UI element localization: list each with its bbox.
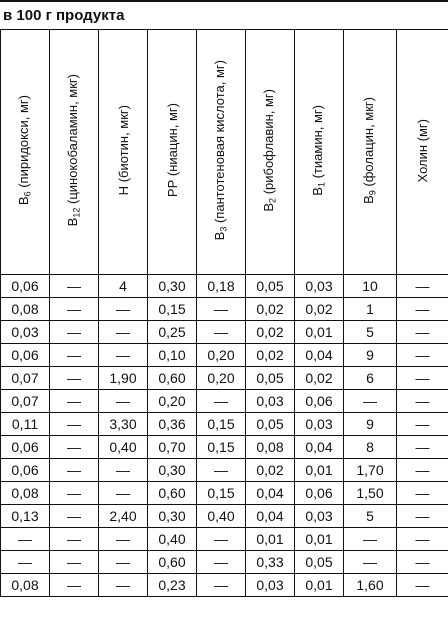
table-cell: — [397, 321, 448, 344]
table-cell: 0,01 [295, 528, 344, 551]
column-header-sub: 6 [22, 191, 33, 197]
column-header-main: B [212, 231, 228, 241]
table-cell: — [397, 275, 448, 298]
table-row [1, 436, 448, 459]
table-cell: 0,06 [295, 390, 344, 413]
table-cell: 0,05 [246, 413, 295, 436]
table-cell: 0,10 [148, 344, 197, 367]
table-cell: — [197, 551, 246, 574]
column-header-unit: (фолацин, мкг) [361, 97, 377, 191]
table-cell: 0,03 [295, 413, 344, 436]
column-header [246, 30, 295, 275]
table-cell: 0,70 [148, 436, 197, 459]
table-row [1, 551, 448, 574]
table-cell: — [99, 551, 148, 574]
table-cell: — [50, 298, 99, 321]
table-cell: 0,06 [1, 459, 50, 482]
column-header-main: B [16, 196, 32, 206]
table-cell: 8 [344, 436, 397, 459]
table-cell: 0,05 [246, 367, 295, 390]
table-cell: — [99, 528, 148, 551]
table-cell: 0,36 [148, 413, 197, 436]
column-header-unit: (пиридокси, мг) [16, 95, 32, 192]
column-header [344, 30, 397, 275]
header-row [1, 30, 448, 275]
table-cell: 0,11 [1, 413, 50, 436]
table-cell: — [197, 574, 246, 597]
table-cell: 0,15 [197, 482, 246, 505]
column-header-sub: 3 [218, 226, 229, 232]
column-header-sub: 12 [71, 207, 82, 218]
column-header [295, 30, 344, 275]
column-header-main: B [310, 187, 326, 196]
table-cell: — [197, 528, 246, 551]
table-cell: 0,40 [197, 505, 246, 528]
table-cell: 0,23 [148, 574, 197, 597]
table-cell: — [197, 459, 246, 482]
table-cell: — [397, 390, 448, 413]
column-header-label [117, 105, 130, 195]
table-cell: 0,01 [295, 459, 344, 482]
table-cell: 0,60 [148, 367, 197, 390]
table-body [1, 275, 448, 597]
column-header [50, 30, 99, 275]
table-cell: 0,04 [246, 505, 295, 528]
table-cell: 1,70 [344, 459, 397, 482]
table-cell: 0,15 [197, 436, 246, 459]
column-header-unit: (биотин, мкг) [115, 105, 131, 187]
table-cell: 9 [344, 344, 397, 367]
table-cell: 5 [344, 505, 397, 528]
table-cell: 0,15 [197, 413, 246, 436]
column-header-label [17, 95, 33, 205]
table-row [1, 367, 448, 390]
table-cell: — [397, 344, 448, 367]
table-cell: — [50, 436, 99, 459]
column-header-main: PP [164, 180, 180, 198]
table-caption: в 100 г продукта [0, 0, 448, 29]
column-header-unit: (тиамин, мг) [310, 105, 326, 183]
column-header-main: B [65, 217, 81, 227]
table-cell: 0,20 [197, 344, 246, 367]
table-cell: 1,60 [344, 574, 397, 597]
table-cell: 0,02 [295, 298, 344, 321]
table-row [1, 298, 448, 321]
table-cell: 0,30 [148, 505, 197, 528]
column-header-sub: 9 [367, 190, 378, 196]
table-row [1, 482, 448, 505]
table-cell: — [50, 275, 99, 298]
table-cell: 0,06 [1, 344, 50, 367]
table-cell: 0,02 [246, 344, 295, 367]
table-cell: 0,03 [295, 275, 344, 298]
table-cell: 0,30 [148, 275, 197, 298]
table-cell: 4 [99, 275, 148, 298]
table-cell: — [99, 482, 148, 505]
table-cell: — [344, 551, 397, 574]
table-cell: — [50, 367, 99, 390]
table-cell: 0,01 [295, 321, 344, 344]
table-cell: 0,08 [1, 482, 50, 505]
table-cell: — [99, 298, 148, 321]
column-header-label [362, 97, 378, 204]
table-row [1, 459, 448, 482]
table-cell: 0,03 [1, 321, 50, 344]
table-cell: 1,90 [99, 367, 148, 390]
table-cell: 1 [344, 298, 397, 321]
table-row [1, 574, 448, 597]
table-cell: 0,04 [295, 436, 344, 459]
table-cell: 0,13 [1, 505, 50, 528]
table-cell: — [344, 390, 397, 413]
column-header [1, 30, 50, 275]
table-cell: 0,08 [1, 574, 50, 597]
column-header-label [166, 103, 179, 197]
table-cell: 0,05 [246, 275, 295, 298]
table-cell: 0,07 [1, 390, 50, 413]
table-cell: — [1, 528, 50, 551]
table-cell: 0,03 [295, 505, 344, 528]
table-cell: 0,20 [197, 367, 246, 390]
column-header-unit: (ниацин, мг) [164, 103, 180, 181]
table-cell: 0,04 [295, 344, 344, 367]
table-cell: 0,06 [1, 436, 50, 459]
column-header [148, 30, 197, 275]
table-cell: — [99, 459, 148, 482]
column-header-label [213, 60, 229, 240]
table-row [1, 344, 448, 367]
table-cell: — [50, 551, 99, 574]
column-header-main: H [115, 186, 131, 196]
table-cell: 0,06 [295, 482, 344, 505]
table-cell: 0,02 [246, 298, 295, 321]
column-header [397, 30, 448, 275]
table-cell: — [397, 528, 448, 551]
table-cell: — [197, 298, 246, 321]
table-row [1, 275, 448, 298]
table-cell: — [397, 298, 448, 321]
table-cell: — [50, 344, 99, 367]
table-row [1, 321, 448, 344]
table-cell: — [99, 390, 148, 413]
table-cell: 0,60 [148, 551, 197, 574]
column-header-unit: (рибофлавин, мг) [261, 89, 277, 199]
column-header-main: Холин [415, 144, 430, 183]
column-header-sub: 2 [267, 198, 278, 204]
table-cell: — [197, 390, 246, 413]
table-cell: 6 [344, 367, 397, 390]
column-header-main: B [361, 195, 377, 204]
table-cell: 0,08 [1, 298, 50, 321]
table-cell: 5 [344, 321, 397, 344]
table-cell: — [197, 321, 246, 344]
column-header-label [262, 89, 278, 212]
table-cell: — [1, 551, 50, 574]
table-cell: 0,40 [99, 436, 148, 459]
table-cell: 0,25 [148, 321, 197, 344]
table-cell: — [50, 528, 99, 551]
table-cell: — [397, 413, 448, 436]
table-cell: — [99, 574, 148, 597]
table-cell: 0,02 [246, 459, 295, 482]
table-cell: — [50, 459, 99, 482]
table-row [1, 528, 448, 551]
table-cell: 0,01 [295, 574, 344, 597]
table-row [1, 390, 448, 413]
table-cell: — [397, 367, 448, 390]
table-cell: — [50, 321, 99, 344]
column-header-main: B [261, 203, 277, 212]
table-cell: 0,03 [246, 574, 295, 597]
table-cell: 0,03 [246, 390, 295, 413]
column-header [99, 30, 148, 275]
table-cell: 0,04 [246, 482, 295, 505]
column-header-unit: (цинокобаламин, мкг) [65, 74, 81, 208]
column-header [197, 30, 246, 275]
table-cell: — [397, 459, 448, 482]
column-header-label [311, 105, 327, 196]
table-cell: 10 [344, 275, 397, 298]
table-cell: — [99, 344, 148, 367]
table-row [1, 413, 448, 436]
table-cell: 0,02 [295, 367, 344, 390]
table-cell: 0,07 [1, 367, 50, 390]
table-cell: — [50, 413, 99, 436]
table-cell: — [50, 390, 99, 413]
table-cell: 0,06 [1, 275, 50, 298]
table-cell: 0,01 [246, 528, 295, 551]
table-cell: 9 [344, 413, 397, 436]
table-cell: — [397, 436, 448, 459]
table-cell: 0,05 [295, 551, 344, 574]
column-header-unit: (мг) [415, 118, 430, 145]
column-header-sub: 1 [316, 182, 327, 188]
table-cell: 0,30 [148, 459, 197, 482]
table-cell: 0,15 [148, 298, 197, 321]
table-cell: 0,60 [148, 482, 197, 505]
table-cell: — [397, 482, 448, 505]
table-cell: 1,50 [344, 482, 397, 505]
table-cell: 0,08 [246, 436, 295, 459]
table-cell: — [99, 321, 148, 344]
column-header-label [416, 119, 429, 182]
table-cell: 0,20 [148, 390, 197, 413]
column-header-unit: (пантотеновая кислота, мг) [212, 60, 228, 227]
table-cell: — [50, 482, 99, 505]
table-cell: — [344, 528, 397, 551]
table-cell: 2,40 [99, 505, 148, 528]
column-header-label [66, 74, 82, 226]
vitamin-table [0, 29, 448, 597]
table-cell: — [397, 551, 448, 574]
table-cell: 0,40 [148, 528, 197, 551]
table-cell: — [50, 574, 99, 597]
table-cell: 0,02 [246, 321, 295, 344]
table-row [1, 505, 448, 528]
table-cell: 0,33 [246, 551, 295, 574]
table-cell: 3,30 [99, 413, 148, 436]
table-cell: — [397, 505, 448, 528]
table-cell: — [397, 574, 448, 597]
table-cell: 0,18 [197, 275, 246, 298]
table-cell: — [50, 505, 99, 528]
